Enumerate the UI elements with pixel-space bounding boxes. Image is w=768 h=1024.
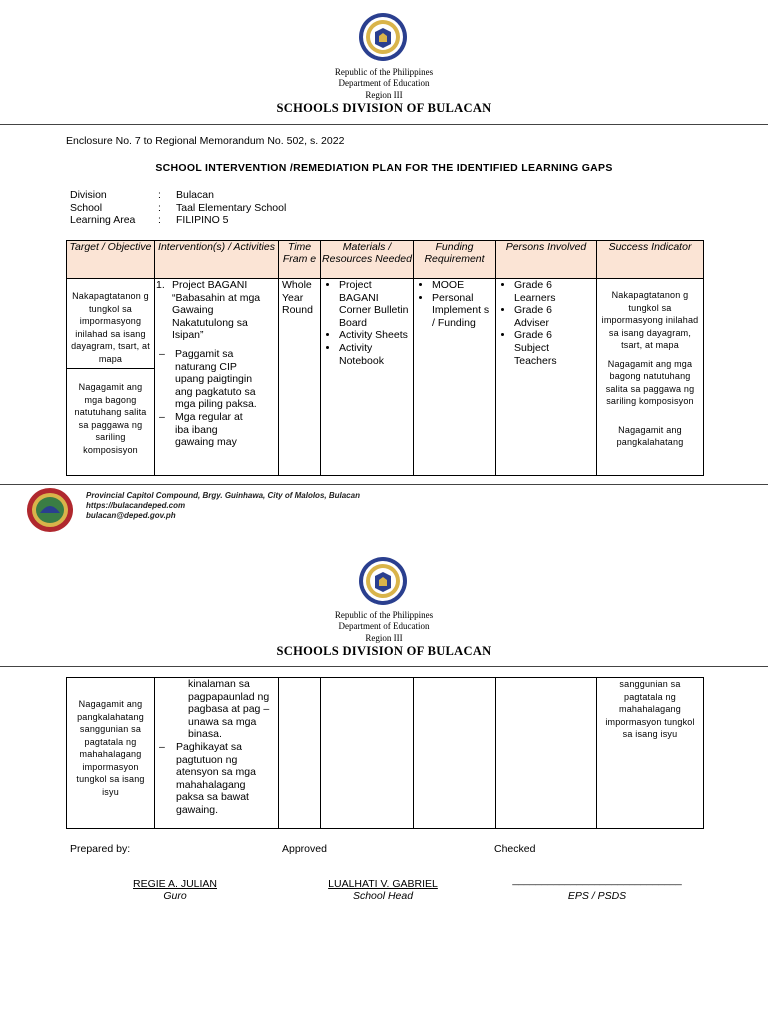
intervention-text: Paghikayat sa pagtutuon ng atensyon sa mga mahahalagang paksa sa bawat gawaing.	[176, 740, 256, 816]
list-item: • Project BAGANI Corner Bulletin Board	[339, 279, 413, 329]
info-sep: :	[158, 201, 161, 214]
region-text: Region III	[365, 90, 403, 100]
prepared-label: Prepared by:	[70, 843, 131, 855]
list-item: • Grade 6 Learners	[514, 279, 562, 304]
dash-marker: –	[159, 410, 165, 423]
persons-cell	[496, 279, 597, 476]
info-label: Division	[70, 189, 107, 201]
intervention-cell	[155, 279, 279, 476]
approved-by-role: School Head	[352, 890, 414, 902]
enclosure-text: Enclosure No. 7 to Regional Memorandum No. 502, s. 2022	[66, 135, 345, 147]
dash-marker: –	[159, 347, 165, 360]
department-text: Department of Education	[338, 78, 430, 88]
deped-seal-logo	[358, 556, 408, 606]
dash-marker: –	[159, 740, 165, 753]
header-target: Target / Objective	[67, 241, 155, 279]
republic-text: Republic of the Philippines	[334, 67, 434, 77]
list-item: • Grade 6 Subject Teachers	[514, 329, 562, 367]
list-item: • Personal Implement s / Funding	[432, 292, 495, 330]
info-row-school	[70, 202, 286, 215]
funding-cell	[414, 279, 496, 476]
intervention-text: Mga regular at iba ibang gawaing may	[175, 410, 243, 449]
success-indicator-1: Nakapagtatanon g tungkol sa impormasyong inilahad sa isang dayagram, tsart, at mapa	[601, 290, 699, 350]
department-text: Department of Education	[338, 621, 430, 631]
time-cell: Whole Year Round	[279, 279, 321, 476]
prepared-by-name: REGIE A. JULIAN	[132, 878, 218, 890]
target-cell	[67, 678, 155, 829]
checked-by-signature-line: _____________________________	[512, 874, 682, 886]
list-item: • MOOE	[432, 279, 495, 292]
success-indicator-2: Nagagamit ang mga bagong natutuhang salita sa paggawa ng sariling komposisyon	[605, 358, 695, 406]
materials-list	[321, 279, 413, 367]
list-item: • Activity Notebook	[339, 342, 413, 367]
materials-cell-empty	[321, 678, 414, 829]
division-title: SCHOOLS DIVISION OF BULACAN	[276, 644, 492, 658]
info-block	[70, 189, 286, 227]
approved-by-name: LUALHATI V. GABRIEL	[328, 878, 438, 890]
success-cell	[597, 279, 704, 476]
list-item: • Grade 6 Adviser	[514, 304, 562, 329]
header-divider	[0, 124, 768, 125]
header-success: Success Indicator	[597, 241, 704, 279]
info-sep: :	[158, 189, 161, 201]
info-value: Taal Elementary School	[176, 201, 287, 214]
info-row-division	[70, 189, 286, 202]
approved-label: Approved	[282, 843, 327, 855]
deped-seal-logo	[358, 12, 408, 62]
success-indicator-continued: sanggunian sa pagtatala ng mahahalagang impormasyon tungkol sa isang isyu	[605, 679, 695, 739]
intervention-dash-1	[155, 348, 278, 411]
plan-title: SCHOOL INTERVENTION /REMEDIATION PLAN FOR THE IDENTIFIED LEARNING GAPS	[155, 162, 613, 174]
intervention-dash-2	[155, 411, 278, 449]
success-indicator-3: Nagagamit ang pangkalahatang	[616, 424, 684, 447]
info-label: School	[70, 201, 103, 214]
header-materials: Materials / Resources Needed	[321, 241, 414, 279]
region-text: Region III	[365, 633, 403, 643]
header-funding: Funding Requirement	[414, 241, 496, 279]
plan-table-page2	[66, 677, 704, 829]
header-divider	[0, 666, 768, 667]
footer-divider	[0, 484, 768, 485]
info-label: Learning Area	[70, 214, 136, 226]
republic-text: Republic of the Philippines	[334, 610, 434, 620]
target-cell	[67, 279, 155, 476]
target-objective-1: Nakapagtatanon g tungkol sa impormasyong inilahad sa isang dayagram, tsart, at mapa	[67, 279, 154, 369]
persons-list	[496, 279, 562, 367]
list-number: 1.	[156, 279, 165, 291]
info-sep: :	[158, 214, 161, 226]
success-cell	[597, 678, 704, 829]
checked-label: Checked	[494, 843, 536, 855]
funding-list	[414, 279, 495, 329]
header-time: Time Fram e	[279, 241, 321, 279]
prepared-by-role: Guro	[163, 890, 187, 902]
persons-cell-empty	[496, 678, 597, 829]
footer-website[interactable]: https://bulacandeped.com	[86, 501, 186, 510]
intervention-cell	[155, 678, 279, 829]
materials-cell	[321, 279, 414, 476]
plan-table-page1	[66, 240, 704, 476]
checked-by-role: EPS / PSDS	[567, 890, 627, 902]
info-row-learning-area	[70, 214, 286, 227]
division-title: SCHOOLS DIVISION OF BULACAN	[276, 101, 492, 115]
info-value: Bulacan	[176, 189, 214, 201]
header-persons: Persons Involved	[496, 241, 597, 279]
time-cell-empty	[279, 678, 321, 829]
footer-address: Provincial Capitol Compound, Brgy. Guinhawa, City of Malolos, Bulacan	[86, 491, 360, 500]
bulacan-seal-logo	[26, 487, 74, 533]
intervention-item-1	[155, 279, 278, 342]
funding-cell-empty	[414, 678, 496, 829]
intervention-continued: kinalaman sa pagpapaunlad ng pagbasa at pag – unawa sa mga binasa.	[188, 678, 270, 741]
intervention-text: Paggamit sa naturang CIP upang paigtingin ang pagkatuto sa mga piling paksa.	[175, 347, 257, 411]
intervention-dash-3	[155, 741, 278, 817]
info-value: FILIPINO 5	[176, 214, 229, 226]
target-objective-2: Nagagamit ang mga bagong natutuhang salita sa paggawa ng sariling komposisyon	[74, 382, 147, 455]
header-intervention: Intervention(s) / Activities	[155, 241, 279, 279]
footer-email[interactable]: bulacan@deped.gov.ph	[86, 511, 176, 520]
list-item: • Activity Sheets	[339, 329, 413, 342]
target-objective-3: Nagagamit ang pangkalahatang sanggunian sa pagtatala ng mahahalagang impormasyon tungkol sa isang isyu	[76, 699, 145, 797]
intervention-text: Project BAGANI “Babasahin at mga Gawaing Nakatutulong sa Isipan”	[172, 279, 261, 342]
